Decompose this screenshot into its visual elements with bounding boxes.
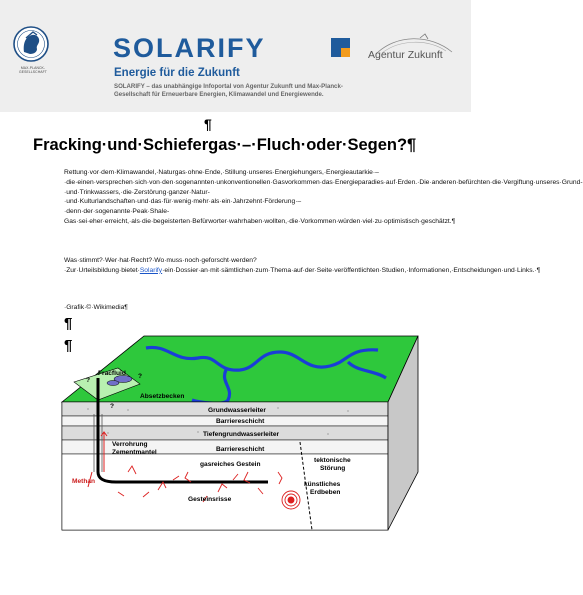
empty-paragraph-mark: ¶ (64, 315, 73, 332)
mpg-caption: MAX-PLANCK-GESELLSCHAFT (19, 66, 47, 74)
empty-paragraph-mark: ¶ (64, 337, 73, 354)
image-credit: ·Grafik·©·Wikimedia¶ (64, 304, 128, 311)
partner-name: Agentur Zukunft (368, 49, 443, 61)
intro-paragraph: Rettung·vor·dem·Klimawandel,·Naturgas·ohne·Ende,·Stillung·unseres·Energiehungers,·Energieautarkie·–·die·einen·versprechen·sich·von·den·sogenannten·unkonventionellen·Gasvorkommen·das·Energieparadies·auf·Erden.·Die·anderen·befürchten·die·Vergiftung·unseres·Grund-·und·Trinkwassers,·die·Zerstörung·ganzer·Natur-·und·Kulturlandschaften·und·das·für·wenig·mehr·als·ein·Jahrzehnt·Förderung·–·denn·der·sogenannte·Peak·Shale-Gas·sei·eher·erreicht,·als·die·begeisterten·Befürworter·wahrhaben·wollten,·die·Vorkommen·würden·viel·zu·optimistisch·geschätzt.¶ (64, 169, 583, 225)
label-gesteinsrisse: Gesteinsrisse (188, 496, 232, 503)
label-erdbeben: Erdbeben (310, 489, 341, 496)
label-question-3: ? (110, 403, 115, 410)
label-fracfluid: Fracfluid (98, 370, 126, 377)
paragraph-mark: ¶ (204, 116, 212, 132)
label-grundwasserleiter: Grundwasserleiter (208, 407, 266, 414)
label-question-2: ? (138, 373, 143, 380)
dossier-paragraph (64, 256, 541, 276)
label-question-1: ? (86, 377, 91, 384)
brand-name: SOLARIFY (113, 33, 266, 63)
label-zementmantel: Zementmantel (112, 449, 157, 456)
label-kuenstliches: künstliches (304, 481, 341, 488)
label-barriereschicht-2: Barriereschicht (216, 446, 265, 453)
solarify-link[interactable]: Solarify (139, 266, 163, 274)
label-tiefengrundwasserleiter: Tiefengrundwasserleiter (203, 431, 280, 438)
brand-tagline: Energie für die Zukunft (114, 67, 240, 79)
solarify-header-banner (0, 0, 471, 112)
dossier-text-before: Was·stimmt?·Wer·hat·Recht?·Wo·muss·noch·geforscht·werden?·Zur·Urteilsbildung·bietet· (64, 257, 257, 274)
label-barriereschicht-1: Barriereschicht (216, 418, 265, 425)
brand-description: SOLARIFY – das unabhängige Infoportal von Agentur Zukunft und Max-Planck-Gesellschaft für Erneuerbare Energien, Klimawandel und Energiewende. (114, 83, 343, 98)
earthquake-icon (282, 491, 300, 509)
dossier-text-after: ·ein·Dossier·an·mit·sämtlichen·zum·Thema·auf·der·Seite·veröffentlichten·Studien,·Informationen,·Entscheidungen·und·Links.·¶ (162, 266, 541, 274)
label-gasreiches-gestein: gasreiches Gestein (200, 461, 261, 468)
document-title: Fracking·und·Schiefergas·–·Fluch·oder·Segen?¶ (33, 136, 417, 154)
label-stoerung: Störung (320, 465, 346, 472)
label-methan: Methan (72, 478, 96, 485)
label-verrohrung: Verrohrung (112, 441, 148, 448)
minerva-logo-icon (13, 26, 49, 66)
label-tektonische: tektonische (314, 457, 351, 464)
label-absetzbecken: Absetzbecken (140, 393, 185, 400)
brand-square-icon (331, 38, 350, 57)
fracking-diagram (48, 322, 428, 534)
